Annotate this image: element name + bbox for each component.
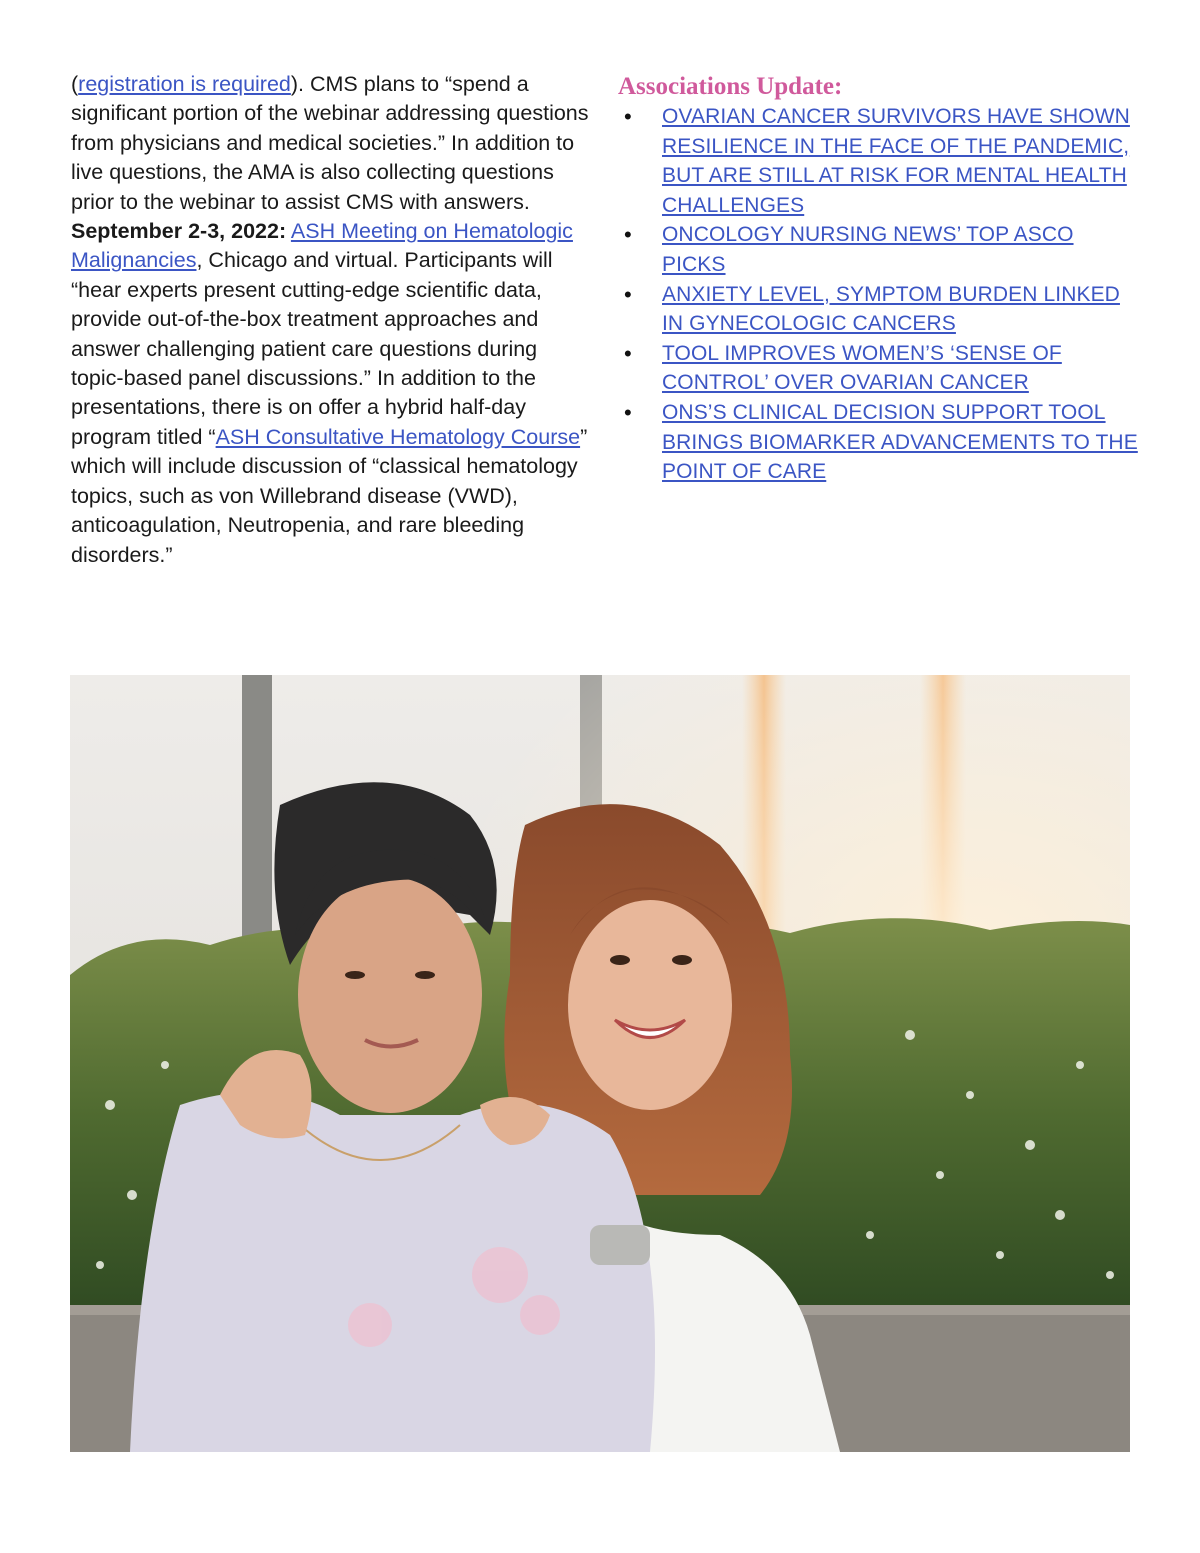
list-item xyxy=(618,102,1138,220)
associations-update xyxy=(618,72,1138,487)
association-link[interactable]: ANXIETY LEVEL, SYMPTOM BURDEN LINKED IN GYNECOLOGIC CANCERS xyxy=(662,282,1120,336)
list-item xyxy=(618,398,1138,487)
left-column xyxy=(71,70,591,570)
ash-meeting-paragraph xyxy=(71,217,591,570)
associations-list xyxy=(618,102,1138,487)
association-link[interactable]: TOOL IMPROVES WOMEN’S ‘SENSE OF CONTROL’ OVER OVARIAN CANCER xyxy=(662,341,1062,395)
registration-text: ). CMS plans to “spend a significant portion of the webinar addressing questions from physicians and medical societies.” In addition to live questions, the AMA is also collecting questions prior to the webinar to assist CMS with answers. xyxy=(71,72,589,214)
ash-meeting-link[interactable]: ASH Meeting on Hematologic Malignancies xyxy=(71,219,573,273)
association-link[interactable]: ONS’S CLINICAL DECISION SUPPORT TOOL BRINGS BIOMARKER ADVANCEMENTS TO THE POINT OF CARE xyxy=(662,400,1138,484)
event-date: September 2-3, 2022: xyxy=(71,219,287,244)
ash-course-link[interactable]: ASH Consultative Hematology Course xyxy=(215,424,581,449)
registration-link[interactable]: registration is required xyxy=(78,72,291,96)
association-link[interactable]: ONCOLOGY NURSING NEWS’ TOP ASCO PICKS xyxy=(662,223,1074,276)
association-link[interactable]: OVARIAN CANCER SURVIVORS HAVE SHOWN RESILIENCE IN THE FACE OF THE PANDEMIC, BUT ARE STILL AT RISK FOR MENTAL HEALTH CHALLENGES xyxy=(662,105,1130,217)
list-item xyxy=(618,280,1138,339)
associations-title: Associations Update: xyxy=(618,73,843,100)
list-item xyxy=(618,339,1138,398)
photo-two-women xyxy=(70,675,1130,1452)
list-item xyxy=(618,220,1138,279)
ash-course-text: ” which will include discussion of “classical hematology topics, such as von Willebrand disease (VWD), anticoagulation, Neutropenia, and rare bleeding disorders.” xyxy=(71,424,588,567)
photo-illustration xyxy=(70,675,1130,1452)
ash-meeting-text: , Chicago and virtual. Participants will “hear experts present cutting-edge scientific data, provide out-of-the-box treatment approaches and answer challenging patient care questions during topic-based panel discussions.” In addition to the presentations, there is on offer a hybrid half-day program titled “ xyxy=(71,248,553,449)
registration-paragraph: (registration is required). CMS plans to “spend a significant portion of the webinar addressing questions from physicians and medical societies.” In addition to live questions, the AMA is also collecting questions prior to the webinar to assist CMS with answers. xyxy=(71,72,589,214)
